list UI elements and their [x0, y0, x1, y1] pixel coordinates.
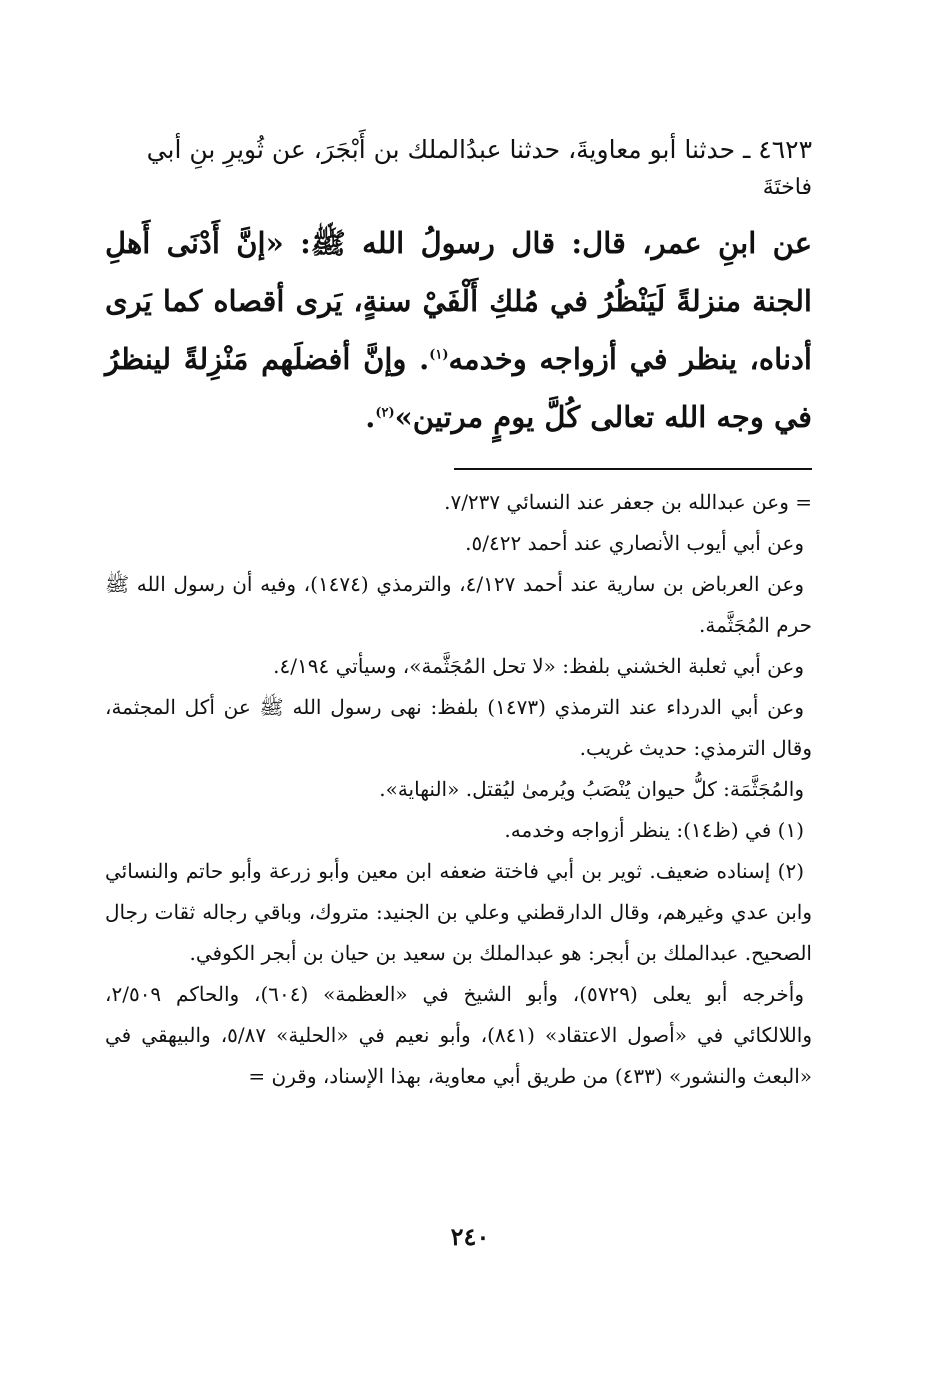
hadith-matn-rest: . وإنَّ أفضلَهم مَنْزِلةً لينظرُ في وجه الله تعالى كُلَّ يومٍ مرتين»: [105, 342, 812, 434]
footnote-line: وعن أبي الدرداء عند الترمذي (١٤٧٣) بلفظ: نهى رسول الله ﷺ عن أكل المجثمة، وقال الترمذي: حديث غريب.: [105, 695, 812, 760]
footnote-marker-2: (٢): [375, 405, 395, 421]
page-number: ٢٤٠: [450, 1222, 490, 1251]
hadith-matn-end: .: [365, 400, 376, 434]
footnote-line: والمُجَثَّمَة: كلُّ حيوان يُنْصَبُ ويُرمىٰ ليُقتل. «النهاية».: [379, 777, 804, 801]
hadith-header: [105, 130, 812, 206]
footnotes: [105, 482, 812, 1097]
hadith-chain-tail: فاختَةَ: [762, 175, 812, 200]
footnote-line: وأخرجه أبو يعلى (٥٧٢٩)، وأبو الشيخ في «العظمة» (٦٠٤)، والحاكم ٢/٥٠٩، واللالكائي في «أصول الاعتقاد» (٨٤١)، وأبو نعيم في «الحلية» ٥/٨٧، والبيهقي في «البعث والنشور» (٤٣٣) من طريق أبي معاوية، بهذا الإسناد، وقرن =: [105, 982, 812, 1088]
footnote-line: وعن أبي ثعلبة الخشني بلفظ: «لا تحل المُجَثَّمة»، وسيأتي ٤/١٩٤.: [273, 654, 804, 678]
hadith-text: [105, 214, 812, 446]
footnote-1: (١) في (ظ١٤): ينظر أزواجه وخدمه.: [504, 818, 804, 842]
footnote-line: = وعن عبدالله بن جعفر عند النسائي ٧/٢٣٧.: [444, 490, 812, 514]
footnote-divider: [454, 468, 812, 470]
footnote-line: وعن أبي أيوب الأنصاري عند أحمد ٥/٤٢٢.: [465, 531, 804, 555]
footnote-marker-1: (١): [429, 347, 449, 363]
footnote-2: (٢) إسناده ضعيف. ثوير بن أبي فاختة ضعفه ابن معين وأبو زرعة وأبو حاتم والنسائي وابن عدي وغيرهم، وقال الدارقطني وعلي بن الجنيد: متروك، وباقي رجاله ثقات رجال الصحيح. عبدالملك بن أبجر: هو عبدالملك بن سعيد بن حيان بن أبجر الكوفي.: [105, 859, 812, 965]
page-content: [105, 130, 812, 1097]
hadith-chain: ٤٦٢٣ ـ حدثنا أبو معاويةَ، حدثنا عبدُالملك بن أَبْجَرَ، عن ثُويرِ بنِ أبي: [146, 135, 812, 164]
footnote-line: وعن العرباض بن سارية عند أحمد ٤/١٢٧، والترمذي (١٤٧٤)، وفيه أن رسول الله ﷺ حرم المُجَثَّمة.: [105, 572, 812, 637]
hadith-matn: عن ابنِ عمر، قال: قال رسولُ الله ﷺ: «إنَّ أَدْنَى أَهلِ الجنة منزلةً لَيَنْظُرُ في مُلكِ أَلْفَيْ سنةٍ، يَرى أقصاه كما يَرى أدناه، ينظر في أزواجه وخدمه: [105, 226, 812, 376]
